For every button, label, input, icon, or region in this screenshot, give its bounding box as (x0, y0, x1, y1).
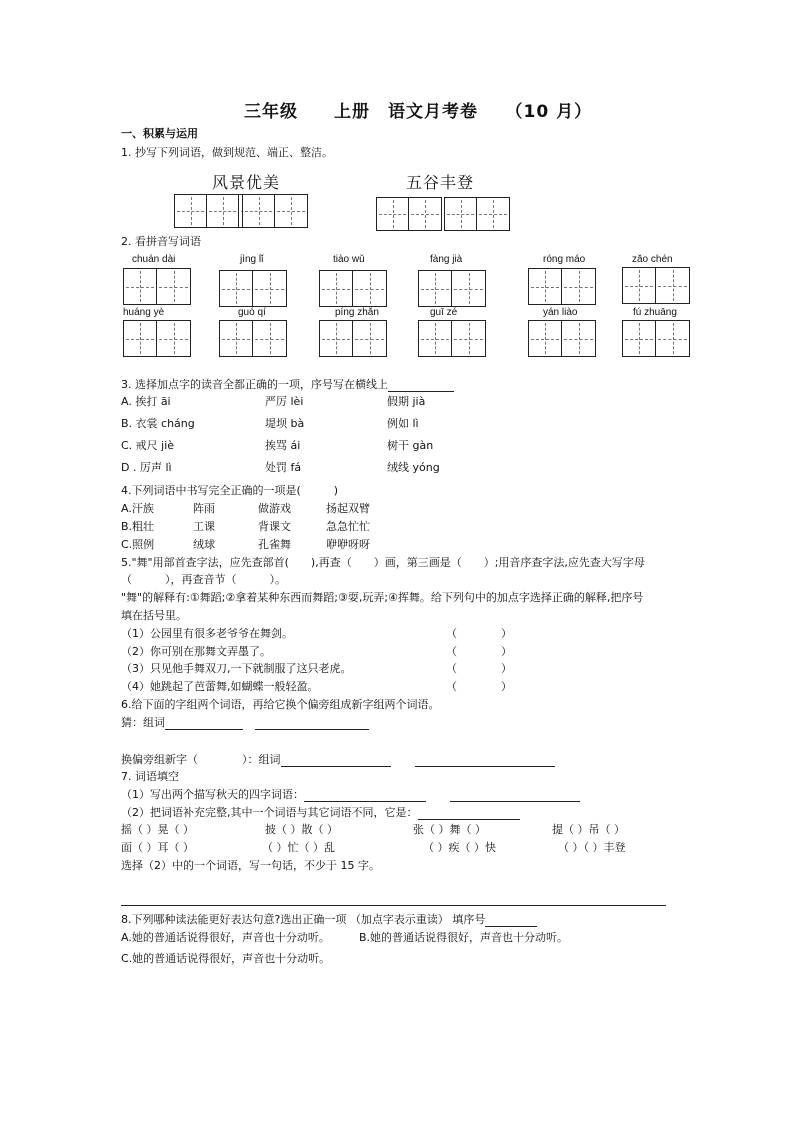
pinyin-label: guī zé (430, 307, 458, 318)
q7-sub1 (121, 788, 580, 802)
q7-fill: 披（ ）散（ ） (265, 823, 338, 836)
answer-paren[interactable]: （ ） (446, 645, 512, 658)
q7-fill: 面（ ）耳（ ） (121, 841, 194, 854)
grid-cell[interactable] (529, 321, 562, 356)
grid-cell[interactable] (445, 198, 477, 230)
q5-definition-2: 填在括号里。 (121, 609, 187, 622)
q5-item-3: （3）只见他手舞双刀,一下就制服了这只老虎。 (121, 662, 352, 675)
q6-label: 猜：组词 (121, 716, 165, 729)
grid-cell[interactable] (529, 269, 562, 304)
pinyin-label: róng máo (543, 254, 586, 265)
grid-cell[interactable] (253, 271, 286, 306)
answer-blank[interactable] (418, 807, 520, 820)
answer-paren[interactable]: （ ） (446, 662, 512, 675)
q6-line1 (121, 716, 369, 730)
q7-sub1-text: （1）写出两个描写秋天的四字词语： (121, 788, 304, 801)
page-title: 三年级 上册 语文月考卷 （10 月） (244, 102, 593, 122)
q4-cell: 做游戏 (258, 502, 291, 515)
q5-item-1: （1）公园里有很多老爷爷在舞剑。 (121, 627, 293, 640)
grid-cell[interactable] (275, 195, 307, 227)
grid-cell[interactable] (452, 271, 485, 306)
q5-definition: "舞"的解释有:①舞蹈;②拿着某种东西而舞蹈;③耍,玩弄;④挥舞。给下列句中的加点字选择正确的解释,把序号 (121, 591, 644, 604)
q4-cell: B.粗壮 (121, 520, 155, 533)
q6-line2 (121, 753, 555, 767)
q5-item-4: （4）她跳起了芭蕾舞,如蝴蝶一般轻盈。 (121, 680, 319, 693)
q8-prompt-text: 8.下列哪种读法能更好表达句意?选出正确一项 （加点字表示重读） 填序号 (121, 913, 486, 926)
q1-prompt: 1. 抄写下列词语，做到规范、端正、整洁。 (121, 146, 333, 159)
grid-cell[interactable] (452, 321, 485, 356)
grid-cell[interactable] (623, 268, 656, 303)
q5-line1: 5."舞"用部首查字法，应先查部首( ),再查（ ）画，第三画是（ ）;用音序查字法,应先查大写字母 (121, 556, 645, 569)
pinyin-label: fú zhuāng (633, 307, 677, 318)
q3-prompt (121, 378, 454, 392)
q3-option-c1: C. 戒尺 jiè (121, 439, 175, 452)
grid-cell[interactable] (562, 321, 595, 356)
grid-cell[interactable] (124, 321, 157, 356)
pinyin-grid[interactable] (219, 320, 287, 357)
pinyin-label: chuán dài (132, 254, 176, 265)
grid-cell[interactable] (320, 271, 353, 306)
grid-cell[interactable] (477, 198, 509, 230)
grid-cell[interactable] (243, 195, 275, 227)
pinyin-label: jìng lǐ (240, 254, 264, 265)
pinyin-grid[interactable] (319, 320, 387, 357)
grid-cell[interactable] (419, 271, 452, 306)
grid-cell[interactable] (220, 271, 253, 306)
q5-line2: （ ），再查音节（ ）。 (121, 573, 286, 586)
grid-cell[interactable] (656, 321, 689, 356)
q3-option-d1: D . 厉声 lì (121, 461, 172, 474)
q6-prompt: 6.给下面的字组两个词语，再给它换个偏旁组成新字组两个词语。 (121, 698, 440, 711)
q7-fill: 摇（ ）晃（ ） (121, 823, 194, 836)
grid-cell[interactable] (623, 321, 656, 356)
grid-cell[interactable] (157, 269, 190, 304)
answer-blank[interactable] (304, 789, 426, 802)
q2-prompt: 2. 看拼音写词语 (121, 235, 201, 248)
pinyin-grid[interactable] (622, 267, 690, 304)
answer-blank[interactable] (415, 754, 555, 767)
pinyin-label: tiào wǔ (333, 254, 365, 265)
q1-writing-grid-4[interactable] (444, 197, 510, 231)
answer-blank[interactable] (485, 914, 537, 927)
q3-option-a3: 假期 jià (387, 395, 426, 408)
q3-option-b2: 堤坝 bà (265, 417, 305, 430)
q7-prompt: 7. 词语填空 (121, 770, 179, 783)
q7-sentence-prompt: 选择（2）中的一个词语，写一句话，不少于 15 字。 (121, 859, 380, 872)
pinyin-grid[interactable] (528, 320, 596, 357)
grid-cell[interactable] (377, 198, 409, 230)
pinyin-label: huáng yè (123, 307, 165, 318)
grid-cell[interactable] (419, 321, 452, 356)
q5-item-2: （2）你可别在那舞文弄墨了。 (121, 645, 271, 658)
grid-cell[interactable] (124, 269, 157, 304)
q3-option-c3: 树干 gàn (387, 439, 434, 452)
answer-blank[interactable] (281, 754, 391, 767)
pinyin-grid[interactable] (418, 270, 486, 307)
answer-blank[interactable] (165, 717, 243, 730)
q7-fill: 张（ ）舞（ ） (413, 823, 486, 836)
q1-writing-grid-3[interactable] (376, 197, 442, 231)
q3-option-d3: 绒线 yóng (387, 461, 440, 474)
pinyin-label: píng zhǎn (335, 307, 379, 318)
q7-fill: （ ）疾（ ）快 (423, 841, 496, 854)
grid-cell[interactable] (207, 195, 239, 227)
pinyin-label: fàng jià (430, 254, 463, 265)
q7-sub2-text: （2）把词语补充完整,其中一个词语与其它词语不同，它是： (121, 806, 418, 819)
answer-paren[interactable]: （ ） (446, 680, 512, 693)
q8-prompt (121, 913, 537, 927)
grid-cell[interactable] (353, 271, 386, 306)
q6-label-2: 换偏旁组新字（ ）：组词 (121, 753, 281, 766)
pinyin-grid[interactable] (622, 320, 690, 357)
q3-option-a2: 严厉 lèi (265, 395, 304, 408)
q1-word-1: 风景优美 (212, 173, 281, 192)
q7-sub2 (121, 806, 520, 820)
q4-cell: 急急忙忙 (326, 520, 370, 533)
q4-cell: 咿咿呀呀 (326, 538, 370, 551)
answer-line[interactable] (121, 905, 666, 906)
q4-prompt: 4.下列词语中书写完全正确的一项是( ) (121, 484, 339, 497)
q3-option-d2: 处罚 fá (265, 461, 302, 474)
q3-option-b3: 例如 lì (387, 417, 419, 430)
grid-cell[interactable] (353, 321, 386, 356)
pinyin-grid[interactable] (219, 270, 287, 307)
q4-cell: C.照例 (121, 538, 155, 551)
section-heading: 一、积累与运用 (121, 127, 198, 140)
grid-cell[interactable] (409, 198, 441, 230)
grid-cell[interactable] (220, 321, 253, 356)
pinyin-grid[interactable] (123, 320, 191, 357)
grid-cell[interactable] (253, 321, 286, 356)
q3-option-a1: A. 挨打 āi (121, 395, 171, 408)
q4-cell: 绒球 (193, 538, 215, 551)
q4-cell: 孔雀舞 (258, 538, 291, 551)
grid-cell[interactable] (175, 195, 207, 227)
grid-cell[interactable] (562, 269, 595, 304)
q4-cell: 背课文 (258, 520, 291, 533)
q1-word-2: 五谷丰登 (406, 173, 475, 192)
q4-cell: 扬起双臂 (326, 502, 370, 515)
answer-blank[interactable] (450, 789, 580, 802)
q8-option-b: B.她的普通话说得很好，声音也十分动听。 (359, 931, 569, 944)
grid-cell[interactable] (157, 321, 190, 356)
q4-cell: 工课 (193, 520, 215, 533)
grid-cell[interactable] (656, 268, 689, 303)
q7-fill: （ ）（ ）丰登 (558, 841, 626, 854)
pinyin-label: zǎo chén (632, 254, 673, 265)
q3-prompt-text: 3. 选择加点字的读音全都正确的一项，序号写在横线上 (121, 378, 388, 391)
answer-blank[interactable] (255, 717, 369, 730)
pinyin-label: yán liào (543, 307, 578, 318)
q7-fill: （ ）忙（ ）乱 (262, 841, 335, 854)
answer-blank[interactable] (388, 379, 454, 392)
pinyin-grid[interactable] (319, 270, 387, 307)
q3-option-b1: B. 衣裳 cháng (121, 417, 195, 430)
q3-option-c2: 挨骂 ái (265, 439, 301, 452)
q1-writing-grid-2[interactable] (242, 194, 308, 228)
q7-fill: 提（ ）吊（ ） (552, 823, 625, 836)
pinyin-grid[interactable] (123, 268, 191, 305)
q4-cell: 阵雨 (193, 502, 215, 515)
pinyin-grid[interactable] (528, 268, 596, 305)
q8-option-c: C.她的普通话说得很好，声音也十分动听。 (121, 952, 331, 965)
pinyin-grid[interactable] (418, 320, 486, 357)
q8-option-a: A.她的普通话说得很好，声音也十分动听。 (121, 931, 330, 944)
answer-paren[interactable]: （ ） (446, 627, 512, 640)
q4-cell: A.汗族 (121, 502, 154, 515)
pinyin-label: guó qí (238, 307, 266, 318)
grid-cell[interactable] (320, 321, 353, 356)
